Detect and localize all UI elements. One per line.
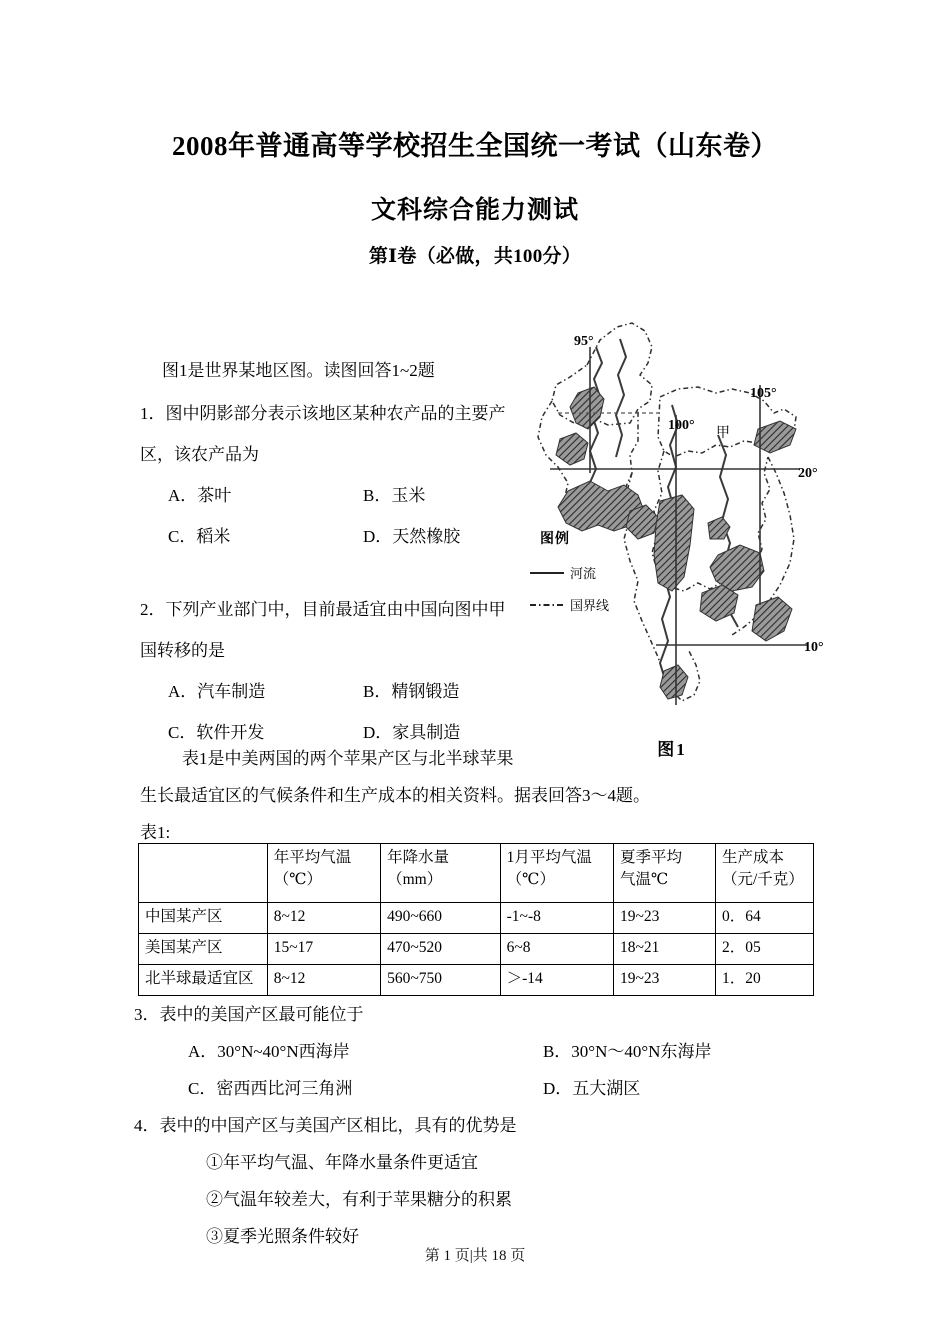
document-subtitle: 文科综合能力测试 bbox=[370, 197, 579, 224]
question-2-options-row-1 bbox=[140, 671, 530, 712]
question-4-item-3: ③夏季光照条件较好 bbox=[206, 1227, 359, 1246]
grid-label-105: 105° bbox=[750, 386, 777, 401]
question-block-spacer bbox=[140, 557, 530, 587]
question-3-option-c[interactable]: C．密西西比河三角洲 bbox=[188, 1079, 353, 1098]
cell-region-name: 北半球最适宜区 bbox=[139, 965, 268, 996]
question-3-option-b[interactable]: B．30°N～40°N东海岸 bbox=[542, 1042, 712, 1061]
question-1-option-b[interactable]: B．玉米 bbox=[363, 486, 426, 505]
cell-summer-mean-temp: 19~23 bbox=[614, 903, 716, 934]
question-4-item-2: ②气温年较差大，有利于苹果糖分的积累 bbox=[206, 1190, 512, 1209]
table-intro-line-2: 生长最适宜区的气候条件和生产成本的相关资料。据表回答3～4题。 bbox=[140, 786, 650, 805]
col-header-annual-precip: 年降水量 （mm） bbox=[381, 844, 501, 903]
grid-label-10: 10° bbox=[804, 640, 824, 655]
question-3-options-row-1 bbox=[134, 1033, 850, 1070]
question-1-option-c[interactable]: C．稻米 bbox=[168, 527, 231, 546]
cell-jan-mean-temp: -1~-8 bbox=[500, 903, 613, 934]
figure-1-map bbox=[512, 305, 832, 770]
question-1-options-row-2 bbox=[140, 516, 530, 557]
question-4-stem: 4．表中的中国产区与美国产区相比，具有的优势是 bbox=[134, 1116, 517, 1135]
cell-production-cost: 2．05 bbox=[716, 934, 814, 965]
col-header-jan-mean-temp: 1月平均气温 （℃） bbox=[500, 844, 613, 903]
question-2-option-d[interactable]: D．家具制造 bbox=[363, 723, 461, 742]
table-label: 表1: bbox=[140, 823, 171, 842]
legend-label-border: 国界线 bbox=[570, 598, 610, 613]
col-header-annual-mean-temp: 年平均气温 （℃） bbox=[267, 844, 380, 903]
cell-production-cost: 1．20 bbox=[716, 965, 814, 996]
question-4-item-1: ①年平均气温、年降水量条件更适宜 bbox=[206, 1153, 478, 1172]
cell-annual-precip: 470~520 bbox=[381, 934, 501, 965]
cell-annual-precip: 490~660 bbox=[381, 903, 501, 934]
question-3-option-a[interactable]: A．30°N~40°N西海岸 bbox=[188, 1042, 350, 1061]
question-1-stem-line-2: 区，该农产品为 bbox=[140, 445, 259, 464]
grid-label-100: 100° bbox=[668, 418, 695, 433]
col-header-production-cost: 生产成本 （元/千克） bbox=[716, 844, 814, 903]
table-row bbox=[139, 934, 814, 965]
question-3-stem: 3．表中的美国产区最可能位于 bbox=[134, 1005, 364, 1024]
figure-1-caption: 图1 bbox=[657, 740, 687, 759]
grid-label-20: 20° bbox=[798, 466, 818, 481]
cell-jan-mean-temp: 6~8 bbox=[500, 934, 613, 965]
section-heading: 第Ⅰ卷（必做，共100分） bbox=[368, 246, 582, 267]
cell-jan-mean-temp: ＞-14 bbox=[500, 965, 613, 996]
table-row bbox=[139, 903, 814, 934]
climate-cost-table bbox=[138, 843, 814, 996]
question-intro-1-2: 图1是世界某地区图。读图回答1~2题 bbox=[162, 361, 435, 380]
country-marker-jia: 甲 bbox=[716, 426, 730, 441]
table-row bbox=[139, 965, 814, 996]
question-1-option-d[interactable]: D．天然橡胶 bbox=[363, 527, 461, 546]
question-2-option-a[interactable]: A．汽车制造 bbox=[168, 682, 266, 701]
cell-summer-mean-temp: 18~21 bbox=[614, 934, 716, 965]
cell-summer-mean-temp: 19~23 bbox=[614, 965, 716, 996]
table-intro-text bbox=[140, 740, 840, 851]
table-header-row bbox=[139, 844, 814, 903]
table-intro-line-1: 表1是中美两国的两个苹果产区与北半球苹果 bbox=[182, 749, 514, 768]
cell-annual-mean-temp: 8~12 bbox=[267, 965, 380, 996]
question-1-options-row-1 bbox=[140, 475, 530, 516]
question-3-option-d[interactable]: D．五大湖区 bbox=[542, 1079, 641, 1098]
cell-annual-mean-temp: 15~17 bbox=[267, 934, 380, 965]
question-2-option-c[interactable]: C．软件开发 bbox=[168, 723, 265, 742]
cell-region-name: 美国某产区 bbox=[139, 934, 268, 965]
legend-title: 图例 bbox=[540, 532, 570, 547]
questions-column-lower bbox=[134, 996, 850, 1255]
table-head bbox=[139, 844, 814, 903]
page-footer: 第 1 页|共 18 页 bbox=[424, 1248, 526, 1264]
question-2-stem-line-2: 国转移的是 bbox=[140, 641, 225, 660]
cell-annual-mean-temp: 8~12 bbox=[267, 903, 380, 934]
col-header-region bbox=[139, 844, 268, 903]
cell-region-name: 中国某产区 bbox=[139, 903, 268, 934]
southeast-asia-map-svg bbox=[512, 305, 832, 735]
question-1-stem-line-1: 1．图中阴影部分表示该地区某种农产品的主要产 bbox=[140, 404, 506, 423]
cell-annual-precip: 560~750 bbox=[381, 965, 501, 996]
question-3-options-row-2 bbox=[134, 1070, 850, 1107]
question-2-stem-line-1: 2．下列产业部门中，目前最适宜由中国向图中甲 bbox=[140, 600, 506, 619]
cell-production-cost: 0．64 bbox=[716, 903, 814, 934]
question-1-option-a[interactable]: A．茶叶 bbox=[168, 486, 232, 505]
grid-label-95: 95° bbox=[574, 334, 594, 349]
table-body bbox=[139, 903, 814, 996]
page-title: 2008年普通高等学校招生全国统一考试（山东卷） bbox=[172, 131, 778, 161]
questions-column-upper bbox=[140, 350, 530, 753]
question-2-option-b[interactable]: B．精钢锻造 bbox=[363, 682, 460, 701]
legend-label-river: 河流 bbox=[570, 566, 597, 581]
col-header-summer-mean-temp: 夏季平均 气温℃ bbox=[614, 844, 716, 903]
